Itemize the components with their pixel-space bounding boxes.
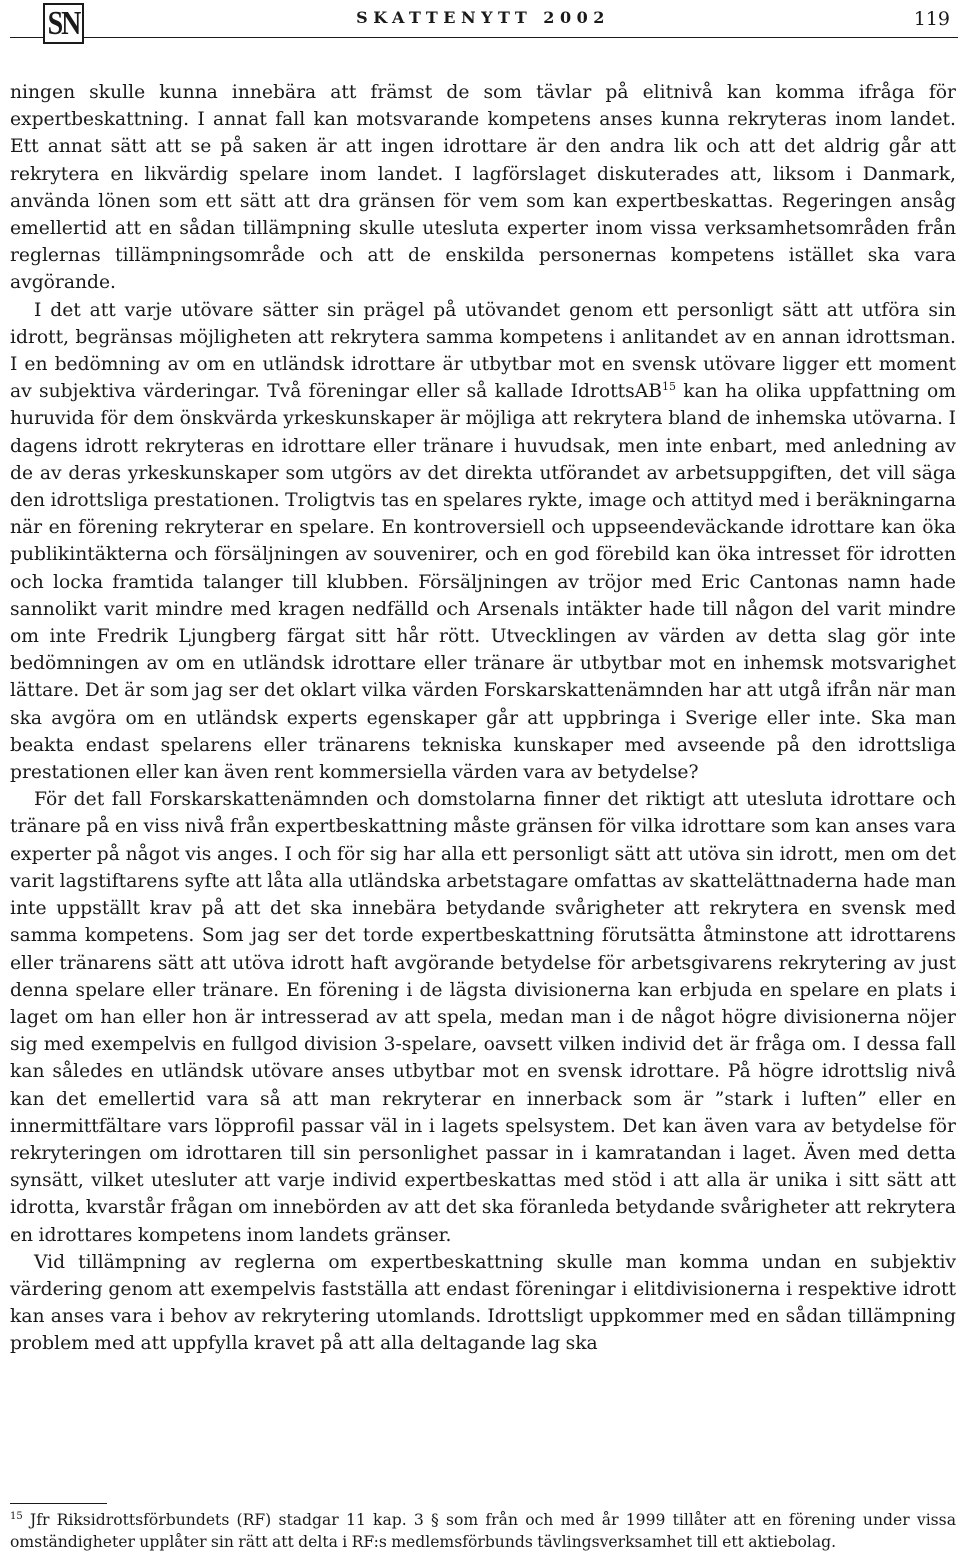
footnote-text: Jfr Riksidrottsförbundets (RF) stadgar 11 kap. 3 § som från och med år 1999 tillåter att en förening under vissa omständigheter upplåter sin rätt att delta i RF:s medlemsförbunds tävlingsverksamhet till ett aktiebolag. (10, 1511, 956, 1551)
footnote-ref[interactable]: 15 (661, 380, 676, 394)
footnote (10, 1509, 956, 1553)
journal-title: SKATTENYTT 2002 (344, 8, 616, 27)
article-body (10, 79, 956, 1358)
paragraph-2 (10, 297, 956, 787)
footnote-rule (10, 1503, 107, 1504)
paragraph-2-text-b: kan ha olika uppfattning om huruvida för dem önskvärda yrkeskunskaper är möjliga att rekrytera bland de inhemska utövarna. I dagens idrott rekryteras en idrottare eller tränare i huvudsak, men inte enbart, med anledning av de av deras yrkeskunskaper som utgörs av det direkta utförandet av arbetsuppgiften, det vill säga den idrottsliga prestationen. Troligtvis tas en spelares rykte, image och attityd med i beräkningarna när en förening rekryterar en spelare. En kontroversiell och uppseendeväckande idrottare kan öka publikintäkterna och försäljningen av souvenirer, och en god förebild kan öka intresset för idrotten och locka framtida talanger till klubben. Försäljningen av tröjor med Eric Cantonas namn hade sannolikt varit mindre med kragen nedfälld och Arsenals intäkter hade till någon del varit mindre om inte Fredrik Ljungberg färgat sitt hår rött. Utvecklingen av värden av detta slag gör inte bedömningen av om en utländsk idrottare eller tränare är utbytbar mot en inhemsk motsvarighet lättare. Det är som jag ser det oklart vilka värden Forskarskattenämnden har att utgå ifrån när man ska avgöra om en utländsk experts egenskaper går att uppbringa i Sverige eller inte. Ska man beakta endast spelarens eller tränarens tekniska kunskaper med avseende på den idrottsliga prestationen eller kan även rent kommersiella värden vara av betydelse? (10, 381, 956, 784)
journal-logo-text: SN (47, 3, 80, 42)
paragraph-1: ningen skulle kunna innebära att främst de som tävlar på elitnivå kan komma ifråga för expertbeskattning. I annat fall kan motsvarande kompetens anses kunna rekryteras inom landet. Ett annat sätt att se på saken är att ingen idrottare är den andra lik och att det aldrig går att rekrytera en likvärdig spelare inom landet. I lagförslaget diskuterades att, liksom i Danmark, använda lönen som ett sätt att dra gränsen för vem som kan expertbeskattas. Regeringen ansåg emellertid att en sådan tillämpning skulle utesluta experter inom vissa verksamhetsområden från reglernas tillämpningsområde och att de enskilda personernas kompetens istället ska vara avgörande. (10, 82, 956, 294)
paragraph-4: Vid tillämpning av reglerna om expertbeskattning skulle man komma undan en subjektiv värdering genom att exempelvis fastställa att endast föreningar i elitdivisionerna i respektive idrott kan anses vara i behov av rekrytering utomlands. Idrottsligt uppkommer med en sådan tillämpning problem med att uppfylla kravet på att alla deltagande lag ska (10, 1251, 956, 1355)
page-header (0, 0, 960, 48)
paragraph-2-text-a: I det att varje utövare sätter sin prägel på utövandet genom ett personligt sätt att utföra sin idrott, begränsas möjligheten att rekrytera samma kompetens i anlitandet av en annan idrottsman. I en bedömning av om en utländsk idrottare är utbytbar mot en svensk utövare ligger ett moment av subjektiva värderingar. Två föreningar eller så kallade IdrottsAB (10, 299, 956, 403)
page-number: 119 (906, 9, 950, 29)
header-rule (10, 37, 958, 38)
paragraph-3: För det fall Forskarskattenämnden och domstolarna finner det riktigt att utesluta idrottare och tränare på en viss nivå från expertbeskattning måste gränsen för vilka idrottare som kan anses vara experter på något vis anges. I och för sig har alla ett personligt sätt att utöva sin idrott, men om det varit lagstiftarens syfte att låta alla utländska arbetstagare omfattas av skattelättnaderna hade man inte uppställt krav på att det ska innebära betydande svårigheter att rekrytera en svensk med samma kompetens. Som jag ser det torde expertbeskattning förutsätta åtminstone att idrottarens eller tränarens sätt att utöva idrott haft avgörande betydelse för arbetsgivarens rekrytering av just denna spelare eller tränare. En förening i de lägsta divisionerna kan erbjuda en spelare en plats i laget om han eller hon är intresserad av att spela, medan man i de något högre divisionerna nöjer sig med exempelvis en fullgod division 3-spelare, oavsett vilken individ det är fråga om. I dessa fall kan således en utländsk utövare anses utbytbar mot en svensk idrottare. På högre idrottslig nivå kan det emellertid vara så att man rekryterar en innerback som är ”stark i luften” eller en innermittfältare vars löpprofil passar väl in i lagets spelsystem. Det kan även vara av betydelse för rekryteringen om idrottaren till sin personlighet passar in i kamratandan i laget. Även med detta synsätt, vilket utesluter att varje individ expertbeskattas med stöd i att alla är unika i sitt sätt att idrotta, kvarstår frågan om innebörden av att det ska föranleda betydande svårigheter att rekrytera en idrottares kompetens inom landets gränser. (10, 789, 956, 1246)
journal-title-wrap (0, 8, 960, 28)
footnote-number: 15 (10, 1511, 23, 1522)
